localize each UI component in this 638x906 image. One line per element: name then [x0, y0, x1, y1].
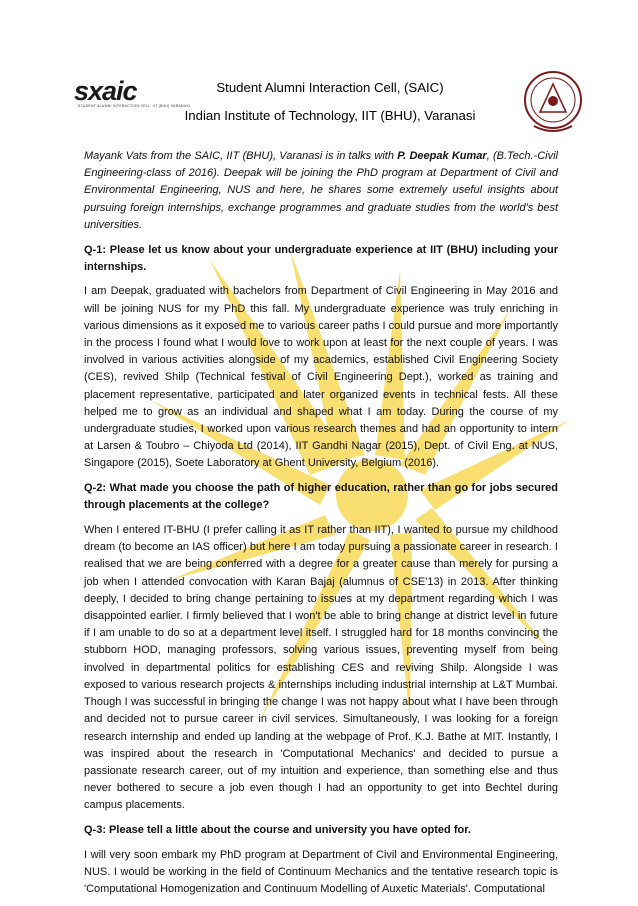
- document-header: [0, 0, 638, 150]
- saic-logo-text: sxaic: [74, 76, 137, 106]
- question-2: Q-2: What made you choose the path of higher education, rather than go for jobs secured through placements at the college?: [84, 482, 558, 512]
- answer-1: I am Deepak, graduated with bachelors from Department of Civil Engineering in May 2016 and will be joining NUS for my PhD this fall. My undergraduate experience was truly enriching in various dimensions as it exposed me to various career paths I could pursue and more importantly in the process I found what I would love to work upon at least for the next couple of years. I was involved in various activities alongside of my academics, established Civil Engineering Society (CES), revived Shilp (Technical festival of Civil Engineering Dept.), worked as training and placement representative, participated and later organized events in technical fests. All these helped me to grow as an individual and shaped what I am today. During the course of my undergraduate studies, I worked upon various research themes and had an opportunity to intern at Larsen & Toubro – Chiyoda Ltd (2014), IIT Gandhi Nagar (2015), Dept. of Civil Eng. at NUS, Singapore (2015), Soete Laboratory at Ghent University, Belgium (2016).: [84, 285, 558, 470]
- answer-3: I will very soon embark my PhD program at Department of Civil and Environmental Engineering, NUS. I would be working in the field of Continuum Mechanics and the tentative research topic is 'Computational Homogenization and Continuum Modelling of Auxetic Materials'. Computational: [84, 848, 558, 896]
- interviewee-name: P. Deepak Kumar: [397, 150, 487, 162]
- title-line-2: Indian Institute of Technology, IIT (BHU), Varanasi: [184, 108, 476, 123]
- saic-logo-tagline: STUDENT ALUMNI INTERACTION CELL, IIT (BHU) VARANASI: [78, 104, 191, 108]
- question-1: Q-1: Please let us know about your undergraduate experience at IIT (BHU) including your internships.: [84, 243, 558, 273]
- iit-bhu-seal-icon: [522, 68, 584, 136]
- saic-logo: [74, 76, 191, 110]
- question-3: Q-3: Please tell a little about the course and university you have opted for.: [84, 824, 471, 837]
- answer-2: When I entered IT-BHU (I prefer calling it as IT rather than IIT), I wanted to pursue my childhood dream (to become an IAS officer) but here I am today pursuing a passionate career in research. I realised that we are being conferred with a degree for a greater cause than merely for pursing a job when I attended convocation with Karan Bajaj (alumnus of CSE'13) in 2013. After thinking deeply, I decided to bring change pertaining to issues at my department regarding which I was disappointed earlier. I firmly believed that I won't be able to bring change at district level in future if I am unable to do so at a department level itself. I struggled hard for 18 months convincing the stubborn HOD, managing professors, solving various issues, preventing myself from being involved in departmental politics for establishing CES and reviving Shilp. Alongside I was exposed to various research projects & internships including industrial internship at L&T Mumbai. Though I was successful in bringing the change I was not happy about what I have been through and decided not to pursue career in civil services. Simultaneously, I was looking for a foreign research internship and ended up landing at the webpage of Prof. K.J. Bathe at MIT. Instantly, I was inspired about the research in 'Computational Mechanics' and decided to pursue a passionate research career, out of my intuition and experience, than something else and thus never bothered to secure a job even though I had an opportunity to get into Bechtel during campus placements.: [84, 524, 558, 812]
- title-line-1: Student Alumni Interaction Cell, (SAIC): [216, 80, 444, 95]
- intro-text-2: , (B.Tech.-Civil Engineering-class of 2016). Deepak will be joining the PhD program at Department of Civil and Environmental Engineering, NUS and here, he shares some extremely useful insights about pursuing foreign internships, exchange programmes and graduate studies from the world's best universities.: [84, 150, 558, 231]
- intro-text-1: Mayank Vats from the SAIC, IIT (BHU), Varanasi is in talks with: [84, 150, 398, 162]
- intro-paragraph: [84, 148, 558, 234]
- document-body: [84, 148, 558, 906]
